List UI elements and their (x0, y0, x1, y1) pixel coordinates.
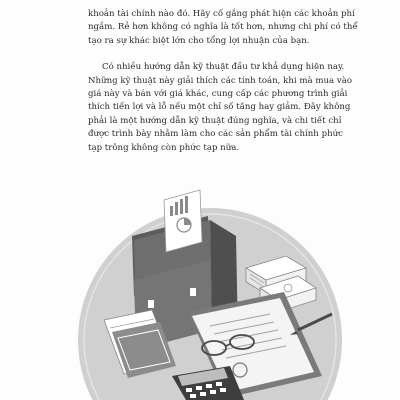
text-line: tạp trông không còn phức tạp nữa. (88, 142, 240, 153)
text-line: được trình bày nhằm làm cho các sản phẩm tài chính phức (88, 129, 343, 140)
text-line: tạo ra sự khác biệt lớn cho tổng lợi nhuận của bạn. (88, 35, 310, 46)
text-line: phải là một hướng dẫn kỹ thuật đúng nghĩa, và chi tiết chỉ (88, 115, 342, 126)
text-line: ngầm. Rẻ hơn không có nghĩa là tốt hơn, nhưng chi phí có thể (88, 22, 358, 33)
text-line: Có nhiều hướng dẫn kỹ thuật đầu tư khả dụng hiện nay. (102, 62, 345, 73)
body-text (88, 8, 358, 155)
text-line: thích tiến lợi và lỗ nếu một chỉ số tăng hay giảm. Đây không (88, 102, 351, 113)
document-chart-icon (164, 190, 202, 252)
text-line: giá này và bán với giá khác, cung cấp các phương trình giải (88, 89, 348, 100)
text-line: khoản tài chính nào đó. Hãy cố gắng phát hiện các khoản phí (88, 9, 355, 19)
paragraph-1 (88, 8, 358, 48)
text-line: Những kỹ thuật này giải thích các tính toán, khi mà mua vào (88, 75, 353, 86)
paragraph-2 (88, 61, 353, 155)
finance-illustration (60, 180, 360, 400)
